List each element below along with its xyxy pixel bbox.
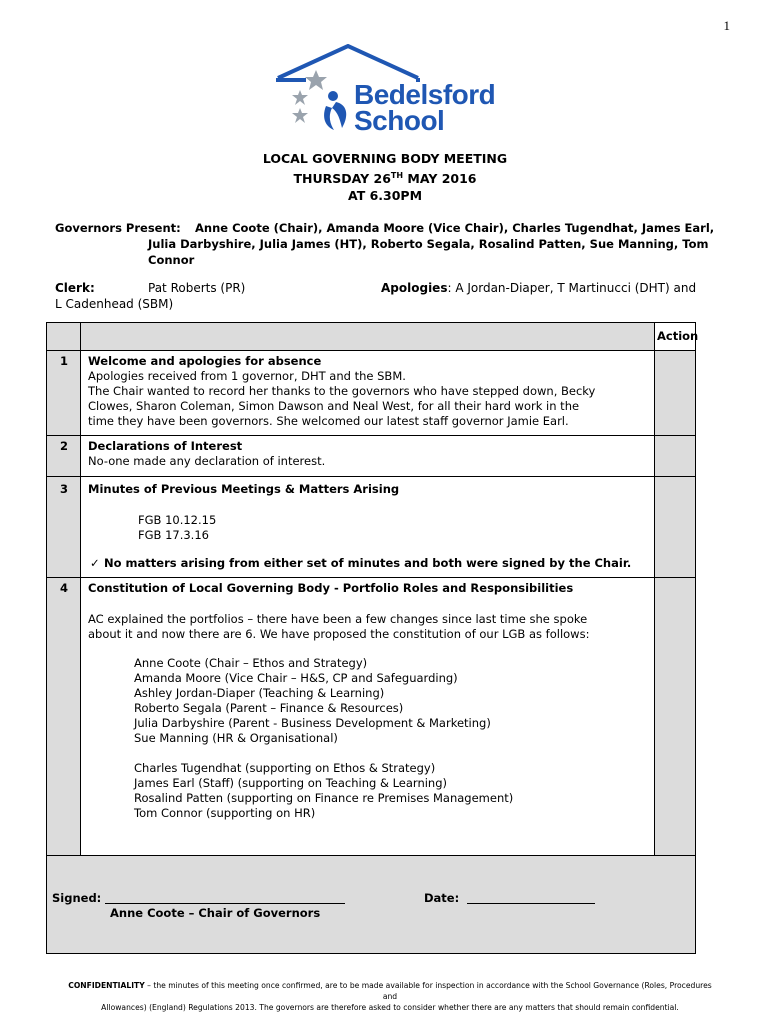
- item-number: 3: [59, 482, 68, 496]
- item-number: 4: [59, 581, 68, 595]
- signature-line: [105, 903, 345, 904]
- school-name-line2: School: [354, 105, 445, 136]
- title-line3: AT 6.30PM: [347, 188, 423, 204]
- governors-list: Anne Coote (Chair), Amanda Moore (Vice Chair), Charles Tugendhat, James Earl, Julia Darbyshire, Julia James (HT), Roberto Segala, Rosalind Patten, Sue Manning, Tom Connor: [148, 221, 715, 267]
- item-line: No-one made any declaration of interest.: [88, 454, 326, 468]
- date-line: [467, 903, 595, 904]
- header-num-cell: [47, 323, 80, 350]
- title-line1: LOCAL GOVERNING BODY MEETING: [262, 151, 508, 166]
- row-divider: [46, 577, 696, 578]
- row-divider: [46, 435, 696, 436]
- item-line: time they have been governors. She welcomed our latest staff governor Jamie Earl.: [88, 414, 569, 428]
- school-name-line1: Bedelsford: [354, 79, 496, 110]
- clerk-line2: L Cadenhead (SBM): [55, 297, 174, 311]
- item-2-content: [88, 439, 648, 469]
- portfolio-roles: [134, 656, 644, 746]
- minutes-ref: FGB 17.3.16: [138, 528, 209, 542]
- apologies: Apologies: A Jordan-Diaper, T Martinucci (DHT) and: [381, 281, 697, 295]
- role-item: Ashley Jordan-Diaper (Teaching & Learning): [134, 686, 385, 700]
- item-line: The Chair wanted to record her thanks to the governors who have stepped down, Becky: [88, 384, 596, 398]
- clerk-name: Pat Roberts (PR): [148, 281, 246, 295]
- header-content-cell: [81, 323, 654, 350]
- divider: [80, 322, 81, 856]
- item-4-intro: [88, 612, 648, 642]
- page-number: 1: [723, 18, 730, 33]
- action-column-shade: [655, 351, 695, 855]
- item-heading: Minutes of Previous Meetings & Matters Arising: [88, 482, 400, 496]
- role-item: Sue Manning (HR & Organisational): [134, 731, 338, 745]
- star-icon: [292, 108, 308, 123]
- item-1-content: [88, 354, 648, 429]
- clerk-label: Clerk:: [55, 281, 95, 295]
- num-column-shade: [47, 351, 80, 855]
- item-number: 1: [59, 354, 68, 368]
- support-item: James Earl (Staff) (supporting on Teaching & Learning): [134, 776, 447, 790]
- school-name: [354, 79, 496, 136]
- item-conclusion: No matters arising from either set of minutes and both were signed by the Chair.: [104, 556, 632, 570]
- role-item: Amanda Moore (Vice Chair – H&S, CP and Safeguarding): [134, 671, 458, 685]
- support-item: Charles Tugendhat (supporting on Ethos & Strategy): [134, 761, 436, 775]
- governors-label: Governors Present:: [55, 221, 181, 235]
- item-number: 2: [59, 439, 68, 453]
- item-line: about it and now there are 6. We have proposed the constitution of our LGB as follows:: [88, 627, 590, 641]
- row-divider: [46, 855, 696, 856]
- role-item: Anne Coote (Chair – Ethos and Strategy): [134, 656, 368, 670]
- item-line: Clowes, Sharon Coleman, Simon Dawson and Neal West, for all their hard work in the: [88, 399, 580, 413]
- confidentiality-footer: CONFIDENTIALITY – the minutes of this meeting once confirmed, are to be made available for inspection in accordance with the School Governance (Roles, Procedures and Allowances) (England) Regulations 2013. The governors are therefore asked to consider whether there are any matters that should remain confidential.: [68, 981, 712, 1012]
- supporting-roles: [134, 761, 644, 821]
- support-item: Tom Connor (supporting on HR): [134, 806, 316, 820]
- signature-row: [47, 856, 695, 953]
- date-label: Date:: [424, 891, 460, 905]
- check-icon: ✓: [90, 556, 100, 570]
- item-line: AC explained the portfolios – there have been a few changes since last time she spoke: [88, 612, 588, 626]
- meeting-title: [0, 150, 770, 204]
- role-item: Julia Darbyshire (Parent - Business Development & Marketing): [134, 716, 491, 730]
- action-header: Action: [657, 329, 699, 343]
- item-heading: Constitution of Local Governing Body - Portfolio Roles and Responsibilities: [88, 581, 574, 595]
- item-heading: Welcome and apologies for absence: [88, 354, 322, 368]
- signer-name: Anne Coote – Chair of Governors: [110, 906, 321, 920]
- title-line2: THURSDAY 26TH MAY 2016: [293, 171, 477, 187]
- row-divider: [46, 350, 696, 351]
- support-item: Rosalind Patten (supporting on Finance re Premises Management): [134, 791, 514, 805]
- item-heading: Declarations of Interest: [88, 439, 243, 453]
- row-divider: [46, 476, 696, 477]
- item-line: Apologies received from 1 governor, DHT and the SBM.: [88, 369, 406, 383]
- minutes-ref: FGB 10.12.15: [138, 513, 217, 527]
- signed-label: Signed:: [52, 891, 102, 905]
- divider: [654, 322, 655, 856]
- role-item: Roberto Segala (Parent – Finance & Resources): [134, 701, 404, 715]
- star-icon: [292, 90, 308, 105]
- star-icon: [305, 70, 327, 90]
